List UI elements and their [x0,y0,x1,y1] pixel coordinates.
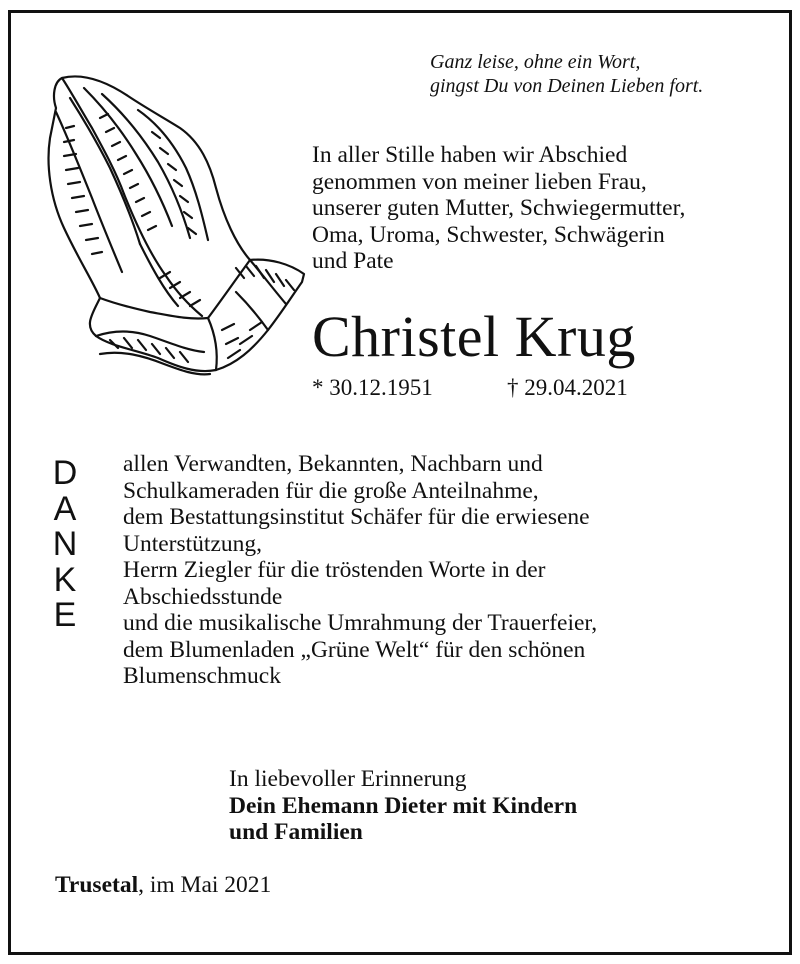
danke-letter: A [53,489,77,528]
thanks-line: Schulkameraden für die große Anteilnahme, [123,477,539,504]
intro-line: und Pate [312,248,394,274]
intro-line: In aller Stille haben wir Abschied [312,142,628,168]
motto-verse [430,50,703,98]
closing-signature [229,766,577,846]
danke-letter: D [52,454,78,492]
place-town: Trusetal [55,872,139,898]
thanks-line: Herrn Ziegler für die tröstenden Worte in der [123,557,546,583]
danke-letter: E [53,596,77,634]
deceased-name: Christel Krug [312,304,636,369]
thanks-line: Unterstützung, [123,530,263,557]
closing-intro: In liebevoller Erinnerung [229,766,467,792]
danke-letter: N [52,525,78,563]
danke-letter: K [53,560,77,599]
place-date-text: , im Mai 2021 [138,872,272,898]
thanks-line: dem Bestattungsinstitut Schäfer für die erwiesene [123,504,590,530]
intro-text [312,142,685,275]
praying-hands-icon [40,68,310,388]
thanks-line: allen Verwandten, Bekannten, Nachbarn und [123,451,543,477]
thanks-text [123,451,597,690]
life-dates [312,374,628,402]
thanks-line: Blumenschmuck [123,663,281,689]
danke-vertical [50,456,80,634]
place-date [55,871,271,899]
intro-line: genommen von meiner lieben Frau, [312,168,647,195]
thanks-line: und die musikalische Umrahmung der Trauerfeier, [123,610,598,636]
intro-line: unserer guten Mutter, Schwiegermutter, [312,195,686,221]
intro-line: Oma, Uroma, Schwester, Schwägerin [312,221,665,248]
signature-line: und Familien [229,819,363,845]
motto-line: gingst Du von Deinen Lieben fort. [430,75,704,97]
signature-line: Dein Ehemann Dieter mit Kindern [229,792,578,819]
death-date: † 29.04.2021 [507,375,628,400]
motto-line: Ganz leise, ohne ein Wort, [430,51,641,73]
thanks-line: dem Blumenladen „Grüne Welt“ für den schönen [123,636,586,663]
thanks-line: Abschiedsstunde [123,583,283,610]
birth-date: * 30.12.1951 [312,375,433,400]
